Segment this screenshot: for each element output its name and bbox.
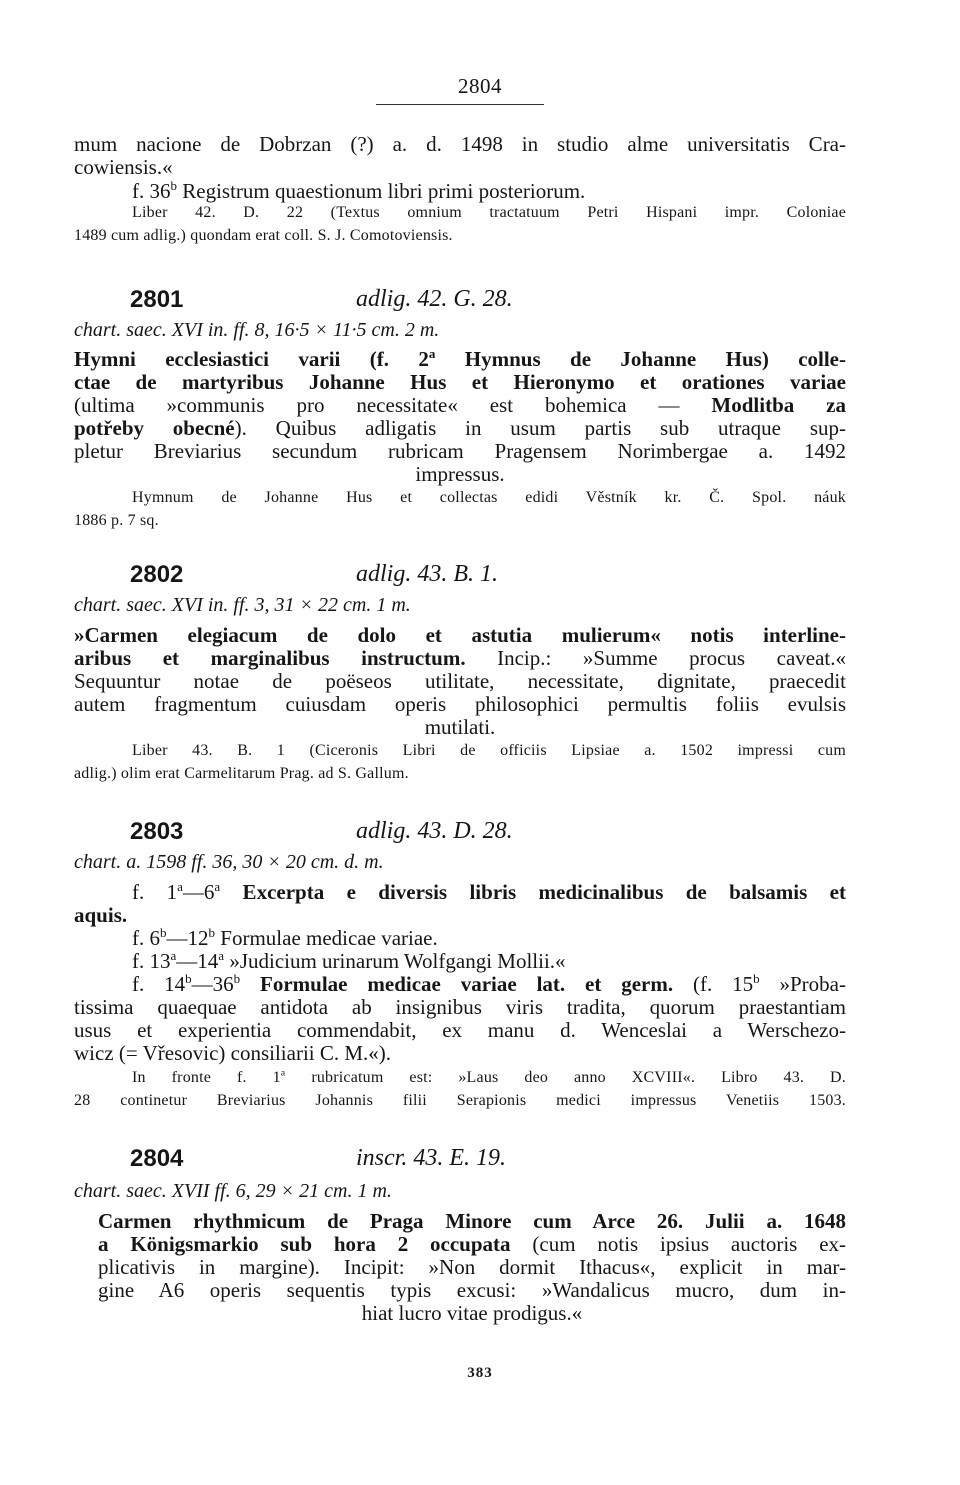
folio-ref: f. 6 xyxy=(132,926,160,950)
folio-ref: —6 xyxy=(182,880,215,904)
folio-ref: —36 xyxy=(191,972,234,996)
body-line: tissima quaequae antidota ab insignibus viris tradita, quorum praestantiam xyxy=(74,995,846,1019)
body-line: »Carmen elegiacum de dolo et astutia mulierum« notis interline- xyxy=(74,623,846,647)
note-text: In fronte f. 1 xyxy=(132,1069,281,1086)
body-line: pletur Breviarius secundum rubricam Pragensem Norimbergae a. 1492 xyxy=(74,439,846,463)
intro-block xyxy=(74,133,846,247)
physical-description: chart. saec. XVII ff. 6, 29 × 21 cm. 1 m. xyxy=(74,1180,392,1202)
body-line: impressus. xyxy=(415,462,505,486)
entry-number: 2802 xyxy=(130,561,184,588)
superscript: b xyxy=(160,925,167,940)
body-text: Incip.: »Summe procus caveat.« xyxy=(465,646,846,670)
body-line xyxy=(132,881,846,904)
running-head: 2804 xyxy=(458,74,502,98)
body-line: mutilati. xyxy=(424,715,496,739)
entry-2801-title-a: Hymni ecclesiastici varii (f. 2 xyxy=(74,347,429,371)
body-line: aquis. xyxy=(74,903,128,927)
body-line xyxy=(74,1233,846,1256)
note-line: adlig.) olim erat Carmelitarum Prag. ad S. Gallum. xyxy=(74,765,409,782)
body-line: usus et experientia commendabit, ex manu d. Wenceslai a Werschezo- xyxy=(74,1018,846,1042)
superscript: a xyxy=(218,948,225,963)
body-line: autem fragmentum cuiusdam operis philosophici permultis foliis evulsis xyxy=(74,692,846,716)
body-text: (f. 15 xyxy=(673,972,754,996)
superscript: b xyxy=(208,925,216,940)
body-text-bold: aribus et marginalibus instructum. xyxy=(74,646,466,670)
body-line: plicativis in margine). Incipit: »Non dormit Ithacus«, explicit in mar- xyxy=(98,1255,846,1279)
entry-2801-title-b: Hymnus de Johanne Hus) colle- xyxy=(435,347,846,371)
entry-number: 2804 xyxy=(130,1145,184,1172)
entry-number: 2801 xyxy=(130,286,184,313)
body-line: wicz (= Vřesovic) consiliarii C. M.«). xyxy=(74,1041,392,1065)
body-text-bold: a Königsmarkio sub hora 2 occupata xyxy=(98,1232,511,1256)
intro-line-4: Liber 42. D. 22 (Textus omnium tractatuum Petri Hispani impr. Coloniae xyxy=(132,204,846,221)
superscript: a xyxy=(177,879,183,894)
intro-line-5: 1489 cum adlig.) quondam erat coll. S. J. Comotoviensis. xyxy=(74,227,453,244)
body-text-bold: potřeby obecné xyxy=(74,416,235,440)
superscript: b xyxy=(233,971,241,986)
body-line xyxy=(132,927,846,950)
entry-2803-body xyxy=(74,881,846,1112)
note-line xyxy=(132,1066,846,1089)
body-line: gine A6 operis sequentis typis excusi: »Wandalicus mucro, dum in- xyxy=(98,1278,846,1302)
folio-ref: —14 xyxy=(176,949,219,973)
page-number: 383 xyxy=(467,1365,493,1381)
note-line: Hymnum de Johanne Hus et collectas edidi Věstník kr. Č. Spol. náuk xyxy=(132,489,846,506)
entry-2804-body xyxy=(74,1210,846,1325)
superscript: a xyxy=(214,879,221,894)
body-text: Formulae medicae variae. xyxy=(215,926,438,950)
intro-line-2: cowiensis.« xyxy=(74,155,173,179)
body-line: ctae de martyribus Johanne Hus et Hieronymo et orationes variae xyxy=(74,370,846,394)
superscript: a xyxy=(280,1067,286,1079)
note-line: Liber 43. B. 1 (Ciceronis Libri de officiis Lipsiae a. 1502 impressi cum xyxy=(132,742,846,759)
superscript: b xyxy=(170,178,178,193)
body-line xyxy=(132,950,846,973)
shelfmark: inscr. 43. E. 19. xyxy=(356,1145,506,1171)
superscript: b xyxy=(753,971,760,986)
body-text: (cum notis ipsius auctoris ex- xyxy=(510,1232,847,1256)
intro-note-line xyxy=(74,224,846,247)
intro-line xyxy=(74,133,846,156)
shelfmark: adlig. 43. B. 1. xyxy=(356,561,498,587)
body-text-bold: Excerpta e diversis libris medicinalibus de balsamis et xyxy=(220,880,846,904)
body-text: (ultima »communis pro necessitate« est bohemica — xyxy=(74,393,712,417)
body-text: »Judicium urinarum Wolfgangi Mollii.« xyxy=(224,949,566,973)
folio-ref: f. 1 xyxy=(132,880,178,904)
shelfmark: adlig. 43. D. 28. xyxy=(356,818,513,844)
body-line: Sequuntur notae de poëseos utilitate, necessitate, dignitate, praecedit xyxy=(74,669,846,693)
note-line: 28 continetur Breviarius Johannis filii Serapionis medici impressus Venetiis 1503. xyxy=(74,1092,846,1109)
body-text-bold: Formulae medicae variae lat. et germ. xyxy=(240,972,674,996)
note-line: 1886 p. 7 sq. xyxy=(74,512,159,529)
superscript: a xyxy=(428,346,436,361)
body-line xyxy=(132,973,846,996)
superscript: a xyxy=(170,948,177,963)
physical-description: chart. a. 1598 ff. 36, 30 × 20 cm. d. m. xyxy=(74,851,384,873)
shelfmark: adlig. 42. G. 28. xyxy=(356,286,513,312)
body-line: Carmen rhythmicum de Praga Minore cum Arce 26. Julii a. 1648 xyxy=(98,1209,846,1233)
body-line: hiat lucro vitae prodigus.« xyxy=(361,1301,583,1325)
note-text: rubricatum est: »Laus deo anno XCVIII«. Libro 43. D. xyxy=(285,1069,846,1086)
intro-line-1: mum nacione de Dobrzan (?) a. d. 1498 in studio alme universitatis Cra- xyxy=(74,132,846,156)
physical-description: chart. saec. XVI in. ff. 3, 31 × 22 cm. 1 m. xyxy=(74,594,411,616)
entry-number: 2803 xyxy=(130,818,184,845)
intro-line xyxy=(132,180,846,203)
folio-ref: f. 14 xyxy=(132,972,186,996)
folio-ref: —12 xyxy=(166,926,209,950)
physical-description: chart. saec. XVI in. ff. 8, 16·5 × 11·5 cm. 2 m. xyxy=(74,319,440,341)
body-line xyxy=(74,394,846,417)
intro-line-3a: f. 36 xyxy=(132,179,171,203)
body-line xyxy=(74,348,846,371)
folio-ref: f. 13 xyxy=(132,949,171,973)
intro-line-3b: Registrum quaestionum libri primi posteriorum. xyxy=(177,179,586,203)
body-line xyxy=(74,417,846,440)
header-rule xyxy=(376,104,544,105)
body-text-bold: Modlitba za xyxy=(711,393,846,417)
entry-2801-body xyxy=(74,348,846,532)
entry-2802-body xyxy=(74,624,846,785)
body-text: »Proba- xyxy=(759,972,846,996)
intro-note-line xyxy=(132,201,846,224)
body-line xyxy=(74,647,846,670)
superscript: b xyxy=(185,971,192,986)
body-text: ). Quibus adligatis in usum partis sub utraque sup- xyxy=(234,416,846,440)
intro-line xyxy=(74,156,846,179)
